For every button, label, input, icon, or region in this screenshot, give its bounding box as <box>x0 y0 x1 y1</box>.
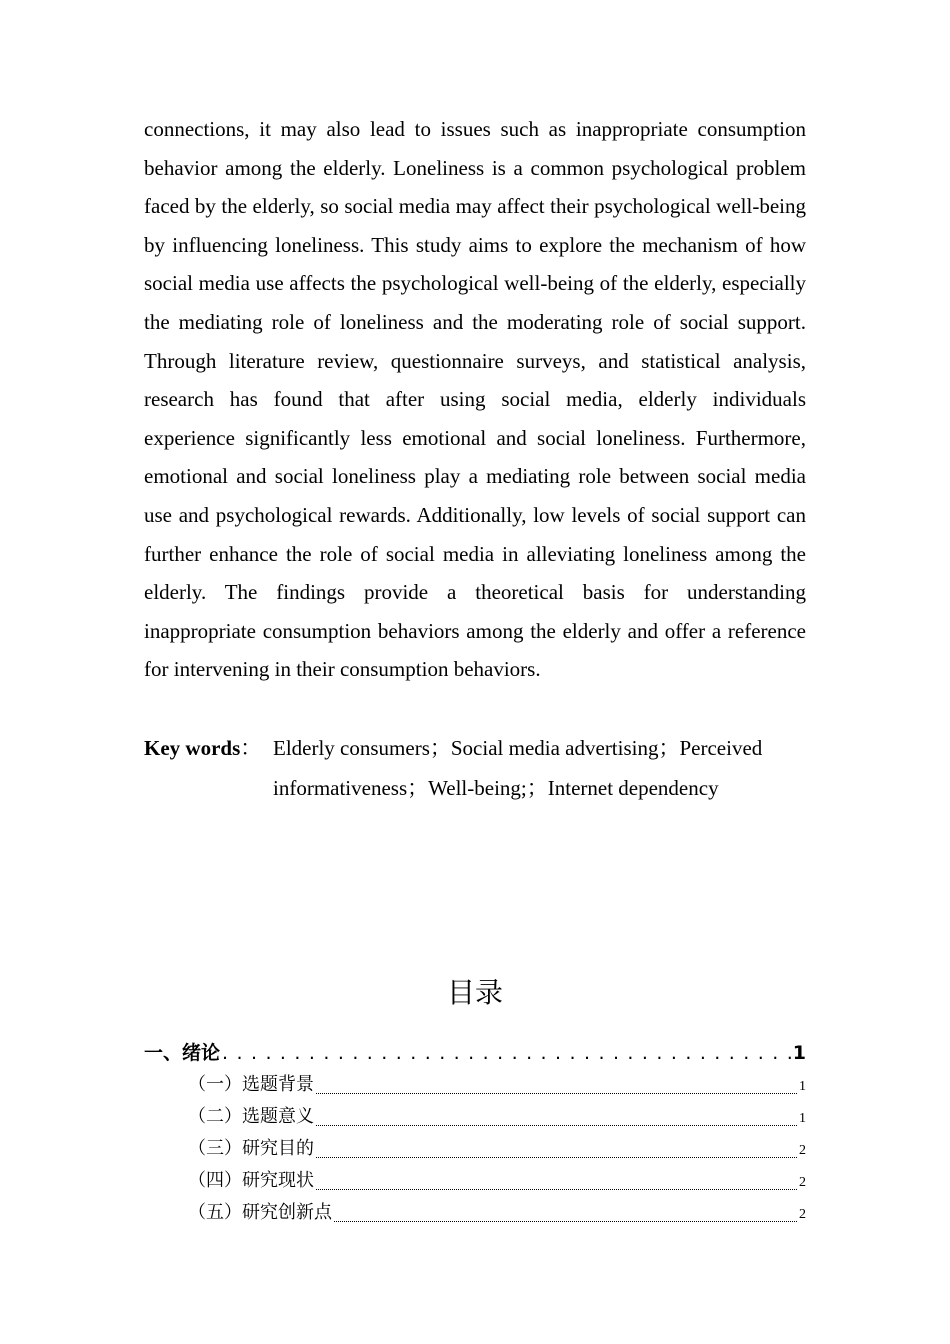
toc-page-number: 1 <box>799 1111 806 1126</box>
table-of-contents <box>144 1038 806 1230</box>
toc-entry-section-2[interactable] <box>144 1102 806 1134</box>
toc-page-number: 1 <box>799 1079 806 1094</box>
toc-entry-label: （三）研究目的 <box>188 1138 314 1159</box>
toc-entry-section-5[interactable] <box>144 1198 806 1230</box>
toc-entry-section-1[interactable] <box>144 1070 806 1102</box>
toc-entry-chapter-1[interactable] <box>144 1038 806 1070</box>
toc-page-number: 2 <box>799 1175 806 1190</box>
toc-entry-label: （一）选题背景 <box>188 1074 314 1095</box>
toc-page-number: 2 <box>799 1143 806 1158</box>
toc-leader-dots <box>316 1156 797 1158</box>
toc-leader-dots <box>334 1220 797 1222</box>
toc-title: 目录 <box>446 976 503 1009</box>
toc-leader-dots <box>222 1042 791 1064</box>
abstract-paragraph: connections, it may also lead to issues such as inappropriate consumption behavior among the elderly. Loneliness is a common psychological problem faced by the elderly, so social media may affect their psychological well-being by influencing loneliness. This study aims to explore the mechanism of how social media use affects the psychological well-being of the elderly, especially the mediating role of loneliness and the moderating role of social support. Through literature review, questionnaire surveys, and statistical analysis, research has found that after using social media, elderly individuals experience significantly less emotional and social loneliness. Furthermore, emotional and social loneliness play a mediating role between social media use and psychological rewards. Additionally, low levels of social support can further enhance the role of social media in alleviating loneliness among the elderly. The findings provide a theoretical basis for understanding inappropriate consumption behaviors among the elderly and offer a reference for intervening in their consumption behaviors. <box>144 117 806 682</box>
toc-entry-label: （二）选题意义 <box>188 1106 314 1127</box>
keywords-separator: ： <box>240 736 262 760</box>
toc-leader-dots <box>316 1092 797 1094</box>
toc-entry-label: （五）研究创新点 <box>188 1202 332 1223</box>
toc-entry-label: （四）研究现状 <box>188 1170 314 1191</box>
keywords-label: Key words： <box>144 736 262 760</box>
toc-entry-section-4[interactable] <box>144 1166 806 1198</box>
toc-entry-label: 一、绪论 <box>144 1042 221 1064</box>
toc-page-number: 2 <box>799 1207 806 1222</box>
toc-entry-section-3[interactable] <box>144 1134 806 1166</box>
toc-leader-dots <box>316 1188 797 1190</box>
toc-page-number: 1 <box>792 1042 806 1064</box>
toc-leader-dots <box>316 1124 797 1126</box>
keywords-values: Elderly consumers；Social media advertising；Perceived informativeness；Well-being;；Internet dependency <box>273 736 763 800</box>
